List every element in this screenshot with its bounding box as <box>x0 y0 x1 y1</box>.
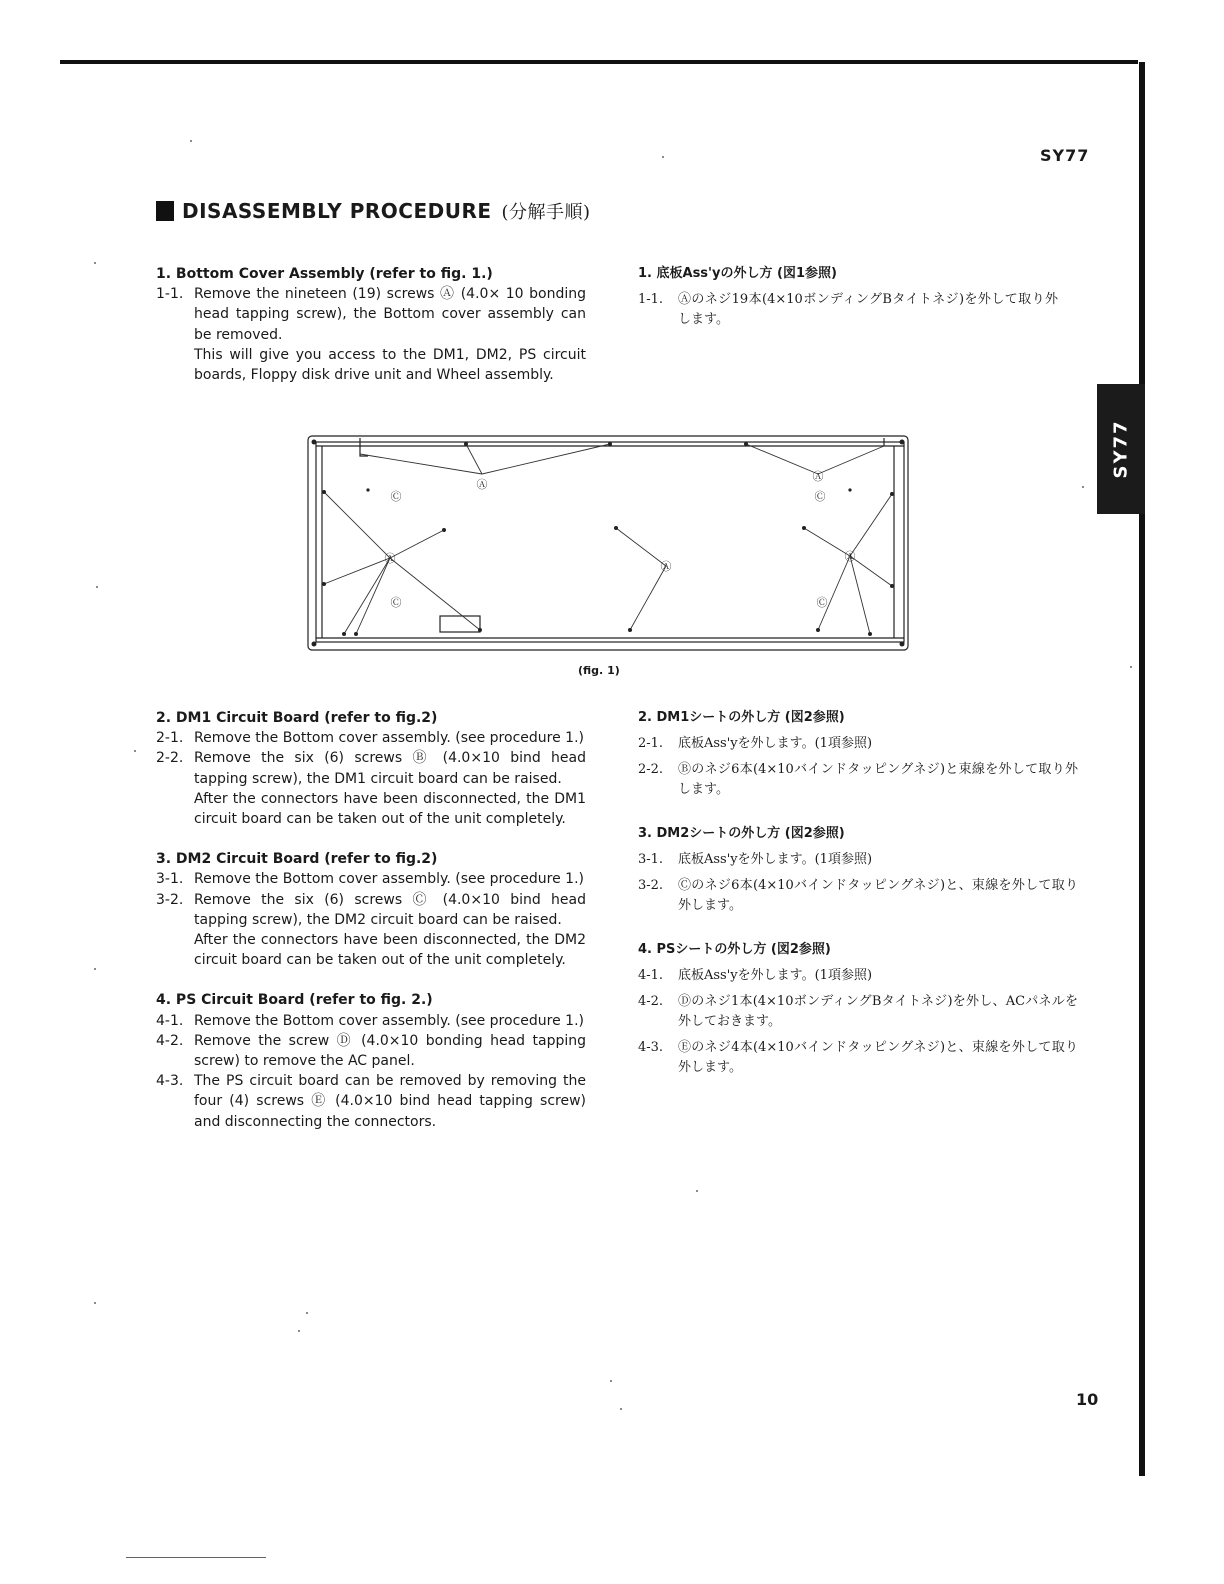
callout-c: Ⓒ <box>816 596 828 609</box>
step <box>156 728 586 748</box>
sections-en-2-4 <box>156 708 586 1152</box>
section-title-jp: 2. DM1シートの外し方 (図2参照) <box>638 710 845 725</box>
figure-1 <box>304 432 912 654</box>
page-title <box>156 198 591 224</box>
step-note: After the connectors have been disconnected, the DM1 circuit board can be taken out of the unit completely. <box>194 790 586 828</box>
callout-c: Ⓒ <box>390 490 402 503</box>
top-rule <box>60 60 1138 64</box>
step <box>156 748 586 829</box>
step-number-jp: 4-1. <box>638 968 664 983</box>
step-text: The PS circuit board can be removed by removing the four (4) screws Ⓔ (4.0×10 bind head tapping screw) and disconnecting the connectors. <box>194 1073 586 1130</box>
title-square-icon <box>156 201 174 221</box>
step-jp <box>638 850 1078 870</box>
section-2-jp <box>638 708 1078 800</box>
section-title-jp: 4. PSシートの外し方 (図2参照) <box>638 942 831 957</box>
step-jp <box>638 992 1078 1032</box>
right-edge-bar <box>1139 62 1145 1476</box>
step-text: Remove the Bottom cover assembly. (see procedure 1.) <box>194 1012 584 1029</box>
callout-a: Ⓐ <box>384 552 396 565</box>
step-text-jp: 底板Ass'yを外します。(1項参照) <box>678 852 873 867</box>
step-number-jp: 1-1. <box>638 292 664 307</box>
step-jp <box>638 1038 1078 1078</box>
step-jp <box>638 734 1078 754</box>
step-jp <box>638 290 1058 330</box>
footer-link-underline <box>126 1557 266 1558</box>
step-jp <box>638 760 1078 800</box>
step-jp <box>638 876 1078 916</box>
step-text: Remove the Bottom cover assembly. (see procedure 1.) <box>194 871 584 888</box>
step-body <box>194 284 586 385</box>
step-number: 3-2. <box>156 891 184 908</box>
side-tab-label: SY77 <box>1110 419 1132 479</box>
section-4-jp <box>638 940 1078 1078</box>
step-text-jp: Ⓔのネジ4本(4×10バインドタッピングネジ)と、束線を外して取り外します。 <box>678 1040 1078 1075</box>
section-3-jp <box>638 824 1078 916</box>
step-text-jp: Ⓑのネジ6本(4×10バインドタッピングネジ)と束線を外して取り外します。 <box>678 762 1078 797</box>
step-number: 4-2. <box>156 1032 184 1049</box>
step <box>156 1011 586 1031</box>
step-text: Remove the screw Ⓓ (4.0×10 bonding head tapping screw) to remove the AC panel. <box>194 1032 586 1070</box>
step-number-jp: 4-3. <box>638 1040 664 1055</box>
section-title: 4. PS Circuit Board (refer to fig. 2.) <box>156 992 433 1009</box>
callout-a: Ⓐ <box>660 560 672 573</box>
step <box>156 1071 586 1132</box>
step-number: 4-1. <box>156 1012 184 1029</box>
step-text-jp: Ⓐのネジ19本(4×10ボンディングBタイトネジ)を外して取り外します。 <box>678 292 1058 327</box>
section-4-en <box>156 990 586 1131</box>
step-text: Remove the Bottom cover assembly. (see procedure 1.) <box>194 730 584 747</box>
step-body <box>194 890 586 971</box>
step-text: Remove the nineteen (19) screws Ⓐ (4.0× 10 bonding head tapping screw), the Bottom cover assembly can be removed. <box>194 286 586 343</box>
step-body <box>194 748 586 829</box>
model-header: SY77 <box>1040 146 1090 165</box>
callout-c: Ⓒ <box>390 596 402 609</box>
section-title-jp: 3. DM2シートの外し方 (図2参照) <box>638 826 845 841</box>
title-en: DISASSEMBLY PROCEDURE <box>182 199 492 223</box>
callout-a: Ⓐ <box>812 470 824 483</box>
step-jp <box>638 966 1078 986</box>
callout-a: Ⓐ <box>476 478 488 491</box>
step-number: 1-1. <box>156 286 184 303</box>
section-3-en <box>156 849 586 970</box>
step-text-jp: Ⓒのネジ6本(4×10バインドタッピングネジ)と、束線を外して取り外します。 <box>678 878 1078 913</box>
step-text-jp: 底板Ass'yを外します。(1項参照) <box>678 968 873 983</box>
step-note: After the connectors have been disconnected, the DM2 circuit board can be taken out of the unit completely. <box>194 932 586 969</box>
step-number-jp: 3-1. <box>638 852 664 867</box>
section-2-en <box>156 708 586 829</box>
step-number: 2-2. <box>156 750 184 767</box>
step-number-jp: 2-1. <box>638 736 664 751</box>
sections-jp-2-4 <box>638 708 1078 1102</box>
section-1-jp <box>638 264 1078 336</box>
step <box>156 869 586 889</box>
page-number: 10 <box>1076 1390 1099 1409</box>
step-note: This will give you access to the DM1, DM2, PS circuit boards, Floppy disk drive unit and Wheel assembly. <box>194 346 586 384</box>
section-title: 3. DM2 Circuit Board (refer to fig.2) <box>156 851 438 868</box>
step <box>156 1031 586 1071</box>
section-title: 1. Bottom Cover Assembly (refer to fig. 1.) <box>156 266 493 282</box>
step-number-jp: 2-2. <box>638 762 664 777</box>
section-1-en <box>156 264 586 385</box>
connector-box <box>440 616 480 632</box>
step-number: 4-3. <box>156 1073 184 1090</box>
step-number-jp: 4-2. <box>638 994 664 1009</box>
step <box>156 284 586 385</box>
section-title: 2. DM1 Circuit Board (refer to fig.2) <box>156 710 438 726</box>
callout-c: Ⓒ <box>814 490 826 503</box>
chassis-outline <box>308 436 908 650</box>
step <box>156 890 586 971</box>
step-number: 3-1. <box>156 871 184 888</box>
step-text-jp: 底板Ass'yを外します。(1項参照) <box>678 736 873 751</box>
step-text: Remove the six (6) screws Ⓑ (4.0×10 bind head tapping screw), the DM1 circuit board can be raised. <box>194 750 586 787</box>
side-tab <box>1097 384 1145 514</box>
title-jp: (分解手順) <box>501 202 591 223</box>
callout-a: Ⓐ <box>844 550 856 563</box>
section-title-jp: 1. 底板Ass'yの外し方 (図1参照) <box>638 266 837 281</box>
figure-caption: (fig. 1) <box>578 664 620 677</box>
step-text: Remove the six (6) screws Ⓒ (4.0×10 bind head tapping screw), the DM2 circuit board can be raised. <box>194 891 586 928</box>
step-number: 2-1. <box>156 730 184 747</box>
step-number-jp: 3-2. <box>638 878 664 893</box>
step-text-jp: Ⓓのネジ1本(4×10ボンディングBタイトネジ)を外し、ACパネルを外しておきます。 <box>678 994 1078 1029</box>
